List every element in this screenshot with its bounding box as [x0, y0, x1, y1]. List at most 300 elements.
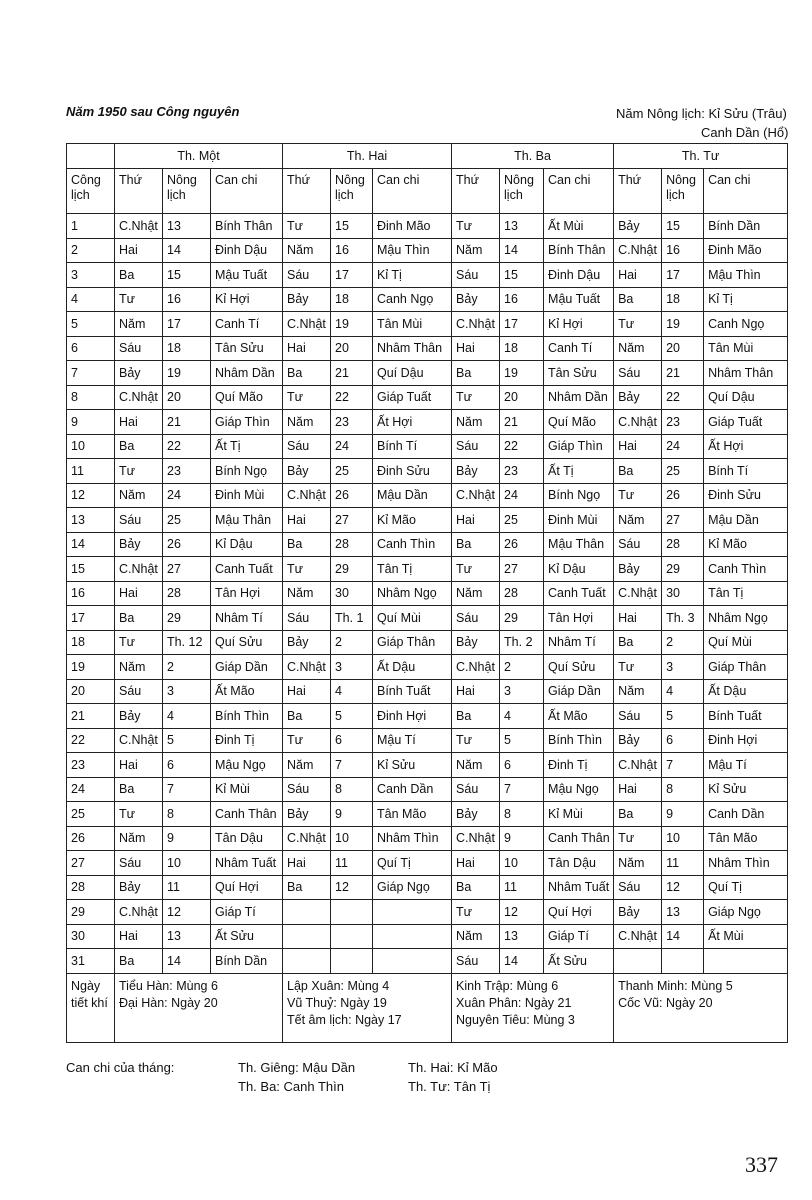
- solar-day-cell: 12: [67, 483, 115, 508]
- solar-day-cell: 7: [67, 361, 115, 386]
- lunar-day-cell: 8: [500, 802, 544, 827]
- can-chi-cell: Nhâm Tuất: [211, 851, 283, 876]
- solar-day-cell: 5: [67, 312, 115, 337]
- weekday-cell: Hai: [614, 606, 662, 631]
- lunar-day-cell: 20: [662, 336, 704, 361]
- can-chi-cell: Nhâm Thân: [373, 336, 452, 361]
- can-chi-cell: Giáp Dần: [211, 655, 283, 680]
- weekday-cell: Năm: [115, 483, 163, 508]
- weekday-cell: C.Nhật: [452, 826, 500, 851]
- can-chi-cell: Đinh Dậu: [544, 263, 614, 288]
- can-chi-cell: Nhâm Dần: [211, 361, 283, 386]
- can-chi-cell: Mậu Tí: [373, 728, 452, 753]
- weekday-cell: Sáu: [115, 508, 163, 533]
- lunar-day-cell: 13: [500, 924, 544, 949]
- lunar-day-cell: 12: [163, 900, 211, 925]
- lunar-day-cell: [331, 924, 373, 949]
- table-row: [67, 459, 788, 484]
- table-row: [67, 900, 788, 925]
- weekday-header: Thứ: [452, 169, 500, 214]
- solar-day-cell: 13: [67, 508, 115, 533]
- can-chi-cell: Tân Hợi: [211, 581, 283, 606]
- lunar-day-cell: Th. 3: [662, 606, 704, 631]
- lunar-day-cell: 8: [163, 802, 211, 827]
- weekday-cell: Sáu: [452, 777, 500, 802]
- can-chi-cell: Ất Dậu: [373, 655, 452, 680]
- lunar-day-cell: 14: [500, 949, 544, 974]
- lunar-day-cell: 14: [662, 924, 704, 949]
- page-title: Năm 1950 sau Công nguyên: [66, 104, 240, 119]
- weekday-cell: Ba: [614, 630, 662, 655]
- can-chi-cell: Quí Hợi: [211, 875, 283, 900]
- lunar-day-cell: 9: [331, 802, 373, 827]
- weekday-cell: Hai: [283, 336, 331, 361]
- weekday-cell: C.Nhật: [614, 581, 662, 606]
- lunar-day-cell: 17: [500, 312, 544, 337]
- table-row: [67, 483, 788, 508]
- weekday-cell: Ba: [115, 606, 163, 631]
- table-row: [67, 949, 788, 974]
- weekday-cell: Năm: [452, 410, 500, 435]
- lunar-day-cell: 11: [500, 875, 544, 900]
- lunar-day-cell: 15: [500, 263, 544, 288]
- weekday-cell: Sáu: [614, 704, 662, 729]
- weekday-cell: Năm: [614, 508, 662, 533]
- weekday-cell: C.Nhật: [614, 238, 662, 263]
- can-chi-cell: Nhâm Dần: [544, 385, 614, 410]
- weekday-cell: C.Nhật: [283, 312, 331, 337]
- weekday-cell: Năm: [115, 826, 163, 851]
- can-chi-cell: Tân Tị: [704, 581, 788, 606]
- lunar-day-cell: 24: [163, 483, 211, 508]
- lunar-day-cell: 25: [662, 459, 704, 484]
- weekday-cell: [283, 900, 331, 925]
- weekday-cell: Sáu: [283, 777, 331, 802]
- table-row: [67, 434, 788, 459]
- weekday-cell: Bảy: [115, 875, 163, 900]
- solar-day-cell: 2: [67, 238, 115, 263]
- lunar-year-line-2: Canh Dần (Hổ): [701, 125, 789, 140]
- weekday-cell: Sáu: [614, 875, 662, 900]
- weekday-cell: Ba: [452, 361, 500, 386]
- can-chi-cell: Canh Ngọ: [373, 287, 452, 312]
- tiet-khi-entry: Kinh Trập: Mùng 6: [456, 978, 559, 993]
- weekday-cell: Năm: [614, 679, 662, 704]
- weekday-cell: Ba: [614, 802, 662, 827]
- lunar-day-cell: 26: [163, 532, 211, 557]
- weekday-cell: Năm: [115, 655, 163, 680]
- footer-col-2: [408, 1058, 498, 1096]
- weekday-cell: Sáu: [283, 606, 331, 631]
- lunar-day-cell: 3: [163, 679, 211, 704]
- weekday-cell: Ba: [614, 459, 662, 484]
- lunar-day-cell: 10: [163, 851, 211, 876]
- can-chi-cell: Ất Tị: [211, 434, 283, 459]
- weekday-cell: Hai: [452, 679, 500, 704]
- can-chi-cell: Canh Thìn: [373, 532, 452, 557]
- solar-day-cell: 16: [67, 581, 115, 606]
- weekday-cell: Ba: [115, 777, 163, 802]
- weekday-cell: Hai: [115, 753, 163, 778]
- can-chi-cell: Đinh Hợi: [704, 728, 788, 753]
- lunar-day-cell: 4: [163, 704, 211, 729]
- can-chi-cell: Tân Mão: [373, 802, 452, 827]
- lunar-day-cell: 16: [331, 238, 373, 263]
- weekday-cell: Sáu: [452, 606, 500, 631]
- cong-lich-header: Công lịch: [67, 169, 115, 214]
- tiet-khi-entry: Thanh Minh: Mùng 5: [618, 978, 733, 993]
- weekday-header: Thứ: [614, 169, 662, 214]
- weekday-cell: C.Nhật: [115, 900, 163, 925]
- weekday-cell: [283, 924, 331, 949]
- lunar-day-cell: 15: [331, 214, 373, 239]
- can-chi-cell: Nhâm Ngọ: [373, 581, 452, 606]
- weekday-cell: Bảy: [614, 385, 662, 410]
- lunar-day-cell: 21: [500, 410, 544, 435]
- table-row: [67, 679, 788, 704]
- lunar-day-cell: 13: [163, 924, 211, 949]
- table-row: [67, 777, 788, 802]
- can-chi-cell: Bính Tuất: [704, 704, 788, 729]
- lunar-day-cell: 24: [662, 434, 704, 459]
- weekday-cell: Bảy: [115, 704, 163, 729]
- weekday-cell: Tư: [614, 826, 662, 851]
- weekday-cell: Bảy: [283, 459, 331, 484]
- can-chi-cell: Ất Hợi: [373, 410, 452, 435]
- weekday-cell: Tư: [614, 483, 662, 508]
- solar-day-cell: 25: [67, 802, 115, 827]
- weekday-cell: Tư: [452, 557, 500, 582]
- can-chi-header: Can chi: [704, 169, 788, 214]
- weekday-cell: Năm: [452, 238, 500, 263]
- weekday-cell: Ba: [283, 532, 331, 557]
- tiet-khi-row: [67, 973, 788, 1042]
- tiet-khi-label: Ngày tiết khí: [67, 973, 115, 1042]
- weekday-cell: C.Nhật: [115, 728, 163, 753]
- can-chi-cell: Mậu Thân: [211, 508, 283, 533]
- weekday-cell: Ba: [283, 875, 331, 900]
- table-row: [67, 508, 788, 533]
- solar-day-cell: 20: [67, 679, 115, 704]
- solar-day-cell: 28: [67, 875, 115, 900]
- can-chi-cell: Nhâm Thân: [704, 361, 788, 386]
- weekday-cell: Bảy: [283, 630, 331, 655]
- can-chi-cell: Giáp Dần: [544, 679, 614, 704]
- solar-day-cell: 10: [67, 434, 115, 459]
- lunar-day-cell: 21: [331, 361, 373, 386]
- lunar-day-cell: 22: [331, 385, 373, 410]
- weekday-cell: C.Nhật: [452, 655, 500, 680]
- table-row: [67, 214, 788, 239]
- can-chi-cell: Ất Sửu: [211, 924, 283, 949]
- weekday-cell: Ba: [452, 704, 500, 729]
- can-chi-cell: Kỉ Dậu: [211, 532, 283, 557]
- lunar-day-cell: 2: [662, 630, 704, 655]
- lunar-day-cell: 27: [163, 557, 211, 582]
- can-chi-cell: Mậu Tuất: [211, 263, 283, 288]
- month-header: Th. Tư: [614, 144, 788, 169]
- solar-day-cell: 17: [67, 606, 115, 631]
- lunar-day-cell: 30: [331, 581, 373, 606]
- can-chi-cell: Nhâm Thìn: [373, 826, 452, 851]
- can-chi-cell: Canh Tí: [211, 312, 283, 337]
- solar-day-cell: 8: [67, 385, 115, 410]
- can-chi-cell: Bính Dần: [211, 949, 283, 974]
- can-chi-cell: Quí Tị: [704, 875, 788, 900]
- month-can-chi: Th. Hai: Kỉ Mão: [408, 1060, 498, 1075]
- weekday-cell: Ba: [614, 287, 662, 312]
- can-chi-cell: Giáp Thân: [704, 655, 788, 680]
- solar-day-cell: 26: [67, 826, 115, 851]
- lunar-day-cell: 11: [331, 851, 373, 876]
- can-chi-cell: Kỉ Dậu: [544, 557, 614, 582]
- lunar-day-cell: 23: [331, 410, 373, 435]
- weekday-cell: C.Nhật: [614, 410, 662, 435]
- month-header: Th. Một: [115, 144, 283, 169]
- can-chi-header: Can chi: [544, 169, 614, 214]
- lunar-day-cell: 28: [163, 581, 211, 606]
- lunar-day-cell: 7: [500, 777, 544, 802]
- weekday-cell: [614, 949, 662, 974]
- lunar-day-cell: 14: [163, 949, 211, 974]
- lunar-day-header: Nông lịch: [163, 169, 211, 214]
- weekday-cell: Bảy: [283, 287, 331, 312]
- solar-day-cell: 31: [67, 949, 115, 974]
- can-chi-cell: Đinh Tị: [544, 753, 614, 778]
- weekday-cell: Năm: [452, 753, 500, 778]
- lunar-day-cell: Th. 2: [500, 630, 544, 655]
- solar-day-cell: 19: [67, 655, 115, 680]
- weekday-cell: C.Nhật: [614, 753, 662, 778]
- can-chi-header: Can chi: [211, 169, 283, 214]
- lunar-day-cell: 15: [163, 263, 211, 288]
- weekday-cell: Hai: [115, 410, 163, 435]
- can-chi-cell: [373, 900, 452, 925]
- can-chi-cell: Mậu Tuất: [544, 287, 614, 312]
- lunar-day-cell: 9: [662, 802, 704, 827]
- table-row: [67, 655, 788, 680]
- lunar-day-cell: 3: [662, 655, 704, 680]
- lunar-day-cell: 20: [500, 385, 544, 410]
- can-chi-cell: Kỉ Mão: [373, 508, 452, 533]
- lunar-day-cell: 13: [662, 900, 704, 925]
- tiet-khi-entry: Cốc Vũ: Ngày 20: [618, 995, 713, 1010]
- solar-day-cell: 29: [67, 900, 115, 925]
- weekday-cell: [283, 949, 331, 974]
- weekday-cell: C.Nhật: [283, 826, 331, 851]
- can-chi-cell: Đinh Mùi: [544, 508, 614, 533]
- can-chi-cell: Mậu Dần: [373, 483, 452, 508]
- weekday-cell: Bảy: [614, 557, 662, 582]
- can-chi-cell: Tân Mão: [704, 826, 788, 851]
- lunar-day-cell: 27: [662, 508, 704, 533]
- table-row: [67, 581, 788, 606]
- can-chi-cell: Ất Mão: [544, 704, 614, 729]
- can-chi-cell: Đinh Sửu: [373, 459, 452, 484]
- lunar-day-cell: 19: [163, 361, 211, 386]
- weekday-cell: Ba: [115, 949, 163, 974]
- weekday-cell: Ba: [283, 361, 331, 386]
- weekday-cell: Sáu: [452, 263, 500, 288]
- can-chi-cell: Kỉ Mùi: [544, 802, 614, 827]
- weekday-cell: C.Nhật: [115, 385, 163, 410]
- lunar-day-cell: 8: [662, 777, 704, 802]
- lunar-day-cell: 6: [331, 728, 373, 753]
- weekday-cell: Sáu: [452, 434, 500, 459]
- weekday-cell: Hai: [283, 851, 331, 876]
- can-chi-cell: Ất Sửu: [544, 949, 614, 974]
- weekday-cell: Ba: [452, 532, 500, 557]
- tiet-khi-entry: Vũ Thuỷ: Ngày 19: [287, 995, 387, 1010]
- can-chi-cell: Tân Dậu: [211, 826, 283, 851]
- weekday-cell: Ba: [452, 875, 500, 900]
- lunar-day-cell: 6: [163, 753, 211, 778]
- weekday-cell: Năm: [452, 924, 500, 949]
- lunar-day-cell: 5: [500, 728, 544, 753]
- lunar-day-cell: 25: [331, 459, 373, 484]
- weekday-cell: Năm: [283, 410, 331, 435]
- lunar-day-cell: 20: [331, 336, 373, 361]
- weekday-cell: Tư: [452, 900, 500, 925]
- lunar-day-cell: 27: [500, 557, 544, 582]
- can-chi-cell: Quí Mão: [211, 385, 283, 410]
- lunar-day-cell: 9: [163, 826, 211, 851]
- weekday-cell: Bảy: [614, 900, 662, 925]
- can-chi-cell: Quí Hợi: [544, 900, 614, 925]
- solar-day-cell: 23: [67, 753, 115, 778]
- can-chi-cell: Tân Mùi: [373, 312, 452, 337]
- can-chi-cell: Ất Mão: [211, 679, 283, 704]
- can-chi-cell: Kỉ Tị: [373, 263, 452, 288]
- lunar-day-header: Nông lịch: [662, 169, 704, 214]
- weekday-cell: Sáu: [283, 263, 331, 288]
- can-chi-cell: Giáp Ngọ: [373, 875, 452, 900]
- lunar-day-cell: 20: [163, 385, 211, 410]
- can-chi-cell: Quí Tị: [373, 851, 452, 876]
- month-can-chi: Th. Giêng: Mậu Dần: [238, 1060, 356, 1075]
- weekday-header: Thứ: [115, 169, 163, 214]
- lunar-day-cell: 27: [331, 508, 373, 533]
- can-chi-cell: Đinh Mùi: [211, 483, 283, 508]
- can-chi-cell: [373, 949, 452, 974]
- weekday-cell: Năm: [283, 238, 331, 263]
- can-chi-cell: [704, 949, 788, 974]
- lunar-day-cell: 16: [163, 287, 211, 312]
- weekday-cell: Bảy: [452, 630, 500, 655]
- can-chi-cell: Ất Mùi: [544, 214, 614, 239]
- can-chi-cell: Bính Dần: [704, 214, 788, 239]
- can-chi-cell: Canh Dần: [373, 777, 452, 802]
- weekday-cell: Tư: [283, 214, 331, 239]
- tiet-khi-entry: Xuân Phân: Ngày 21: [456, 995, 572, 1010]
- can-chi-cell: Bính Thìn: [211, 704, 283, 729]
- weekday-cell: Hai: [614, 263, 662, 288]
- weekday-header: Thứ: [283, 169, 331, 214]
- weekday-cell: C.Nhật: [115, 214, 163, 239]
- lunar-day-cell: 16: [500, 287, 544, 312]
- weekday-cell: C.Nhật: [283, 483, 331, 508]
- can-chi-cell: Quí Sửu: [211, 630, 283, 655]
- weekday-cell: Bảy: [115, 532, 163, 557]
- lunar-day-cell: 19: [500, 361, 544, 386]
- weekday-cell: Bảy: [452, 459, 500, 484]
- weekday-cell: Sáu: [115, 679, 163, 704]
- can-chi-cell: Tân Dậu: [544, 851, 614, 876]
- table-row: [67, 263, 788, 288]
- weekday-cell: Tư: [283, 557, 331, 582]
- weekday-cell: C.Nhật: [115, 557, 163, 582]
- table-row: [67, 361, 788, 386]
- lunar-day-cell: 14: [163, 238, 211, 263]
- can-chi-cell: Nhâm Ngọ: [704, 606, 788, 631]
- lunar-day-cell: 17: [331, 263, 373, 288]
- weekday-cell: Bảy: [283, 802, 331, 827]
- lunar-day-cell: 6: [500, 753, 544, 778]
- calendar-table: [66, 143, 788, 1043]
- lunar-day-cell: [331, 949, 373, 974]
- lunar-day-cell: 6: [662, 728, 704, 753]
- can-chi-cell: Canh Tuất: [211, 557, 283, 582]
- can-chi-cell: Tân Hợi: [544, 606, 614, 631]
- month-header: Th. Ba: [452, 144, 614, 169]
- can-chi-cell: Canh Thân: [544, 826, 614, 851]
- can-chi-cell: Đinh Mão: [373, 214, 452, 239]
- can-chi-cell: Giáp Tí: [211, 900, 283, 925]
- can-chi-cell: Canh Tí: [544, 336, 614, 361]
- can-chi-cell: Kỉ Hợi: [544, 312, 614, 337]
- solar-day-cell: 4: [67, 287, 115, 312]
- weekday-cell: Hai: [115, 238, 163, 263]
- can-chi-cell: Kỉ Mão: [704, 532, 788, 557]
- lunar-day-cell: 23: [163, 459, 211, 484]
- lunar-day-cell: 10: [331, 826, 373, 851]
- sub-header-row: [67, 169, 788, 214]
- lunar-day-cell: 2: [331, 630, 373, 655]
- can-chi-cell: Bính Ngọ: [544, 483, 614, 508]
- lunar-day-cell: 11: [163, 875, 211, 900]
- solar-day-cell: 9: [67, 410, 115, 435]
- can-chi-cell: Kỉ Sửu: [704, 777, 788, 802]
- can-chi-cell: Quí Sửu: [544, 655, 614, 680]
- can-chi-cell: Ất Mùi: [704, 924, 788, 949]
- weekday-cell: Hai: [452, 336, 500, 361]
- solar-day-cell: 22: [67, 728, 115, 753]
- can-chi-cell: Bính Thìn: [544, 728, 614, 753]
- weekday-cell: Tư: [452, 385, 500, 410]
- can-chi-cell: Quí Mùi: [373, 606, 452, 631]
- weekday-cell: Năm: [283, 581, 331, 606]
- solar-day-cell: 27: [67, 851, 115, 876]
- lunar-day-cell: 3: [331, 655, 373, 680]
- lunar-day-cell: 25: [163, 508, 211, 533]
- tiet-khi-entry: Tết âm lịch: Ngày 17: [287, 1012, 402, 1027]
- can-chi-cell: Mậu Thìn: [704, 263, 788, 288]
- can-chi-cell: Đinh Mão: [704, 238, 788, 263]
- tiet-khi-cell: [614, 973, 788, 1042]
- weekday-cell: Năm: [614, 851, 662, 876]
- weekday-cell: Hai: [452, 508, 500, 533]
- weekday-cell: C.Nhật: [614, 924, 662, 949]
- table-row: [67, 630, 788, 655]
- weekday-cell: Hai: [283, 679, 331, 704]
- can-chi-cell: Đinh Tị: [211, 728, 283, 753]
- lunar-day-cell: 28: [331, 532, 373, 557]
- weekday-cell: Tư: [283, 728, 331, 753]
- lunar-day-cell: 10: [662, 826, 704, 851]
- lunar-day-cell: 5: [662, 704, 704, 729]
- weekday-cell: Hai: [614, 777, 662, 802]
- corner-cell: [67, 144, 115, 169]
